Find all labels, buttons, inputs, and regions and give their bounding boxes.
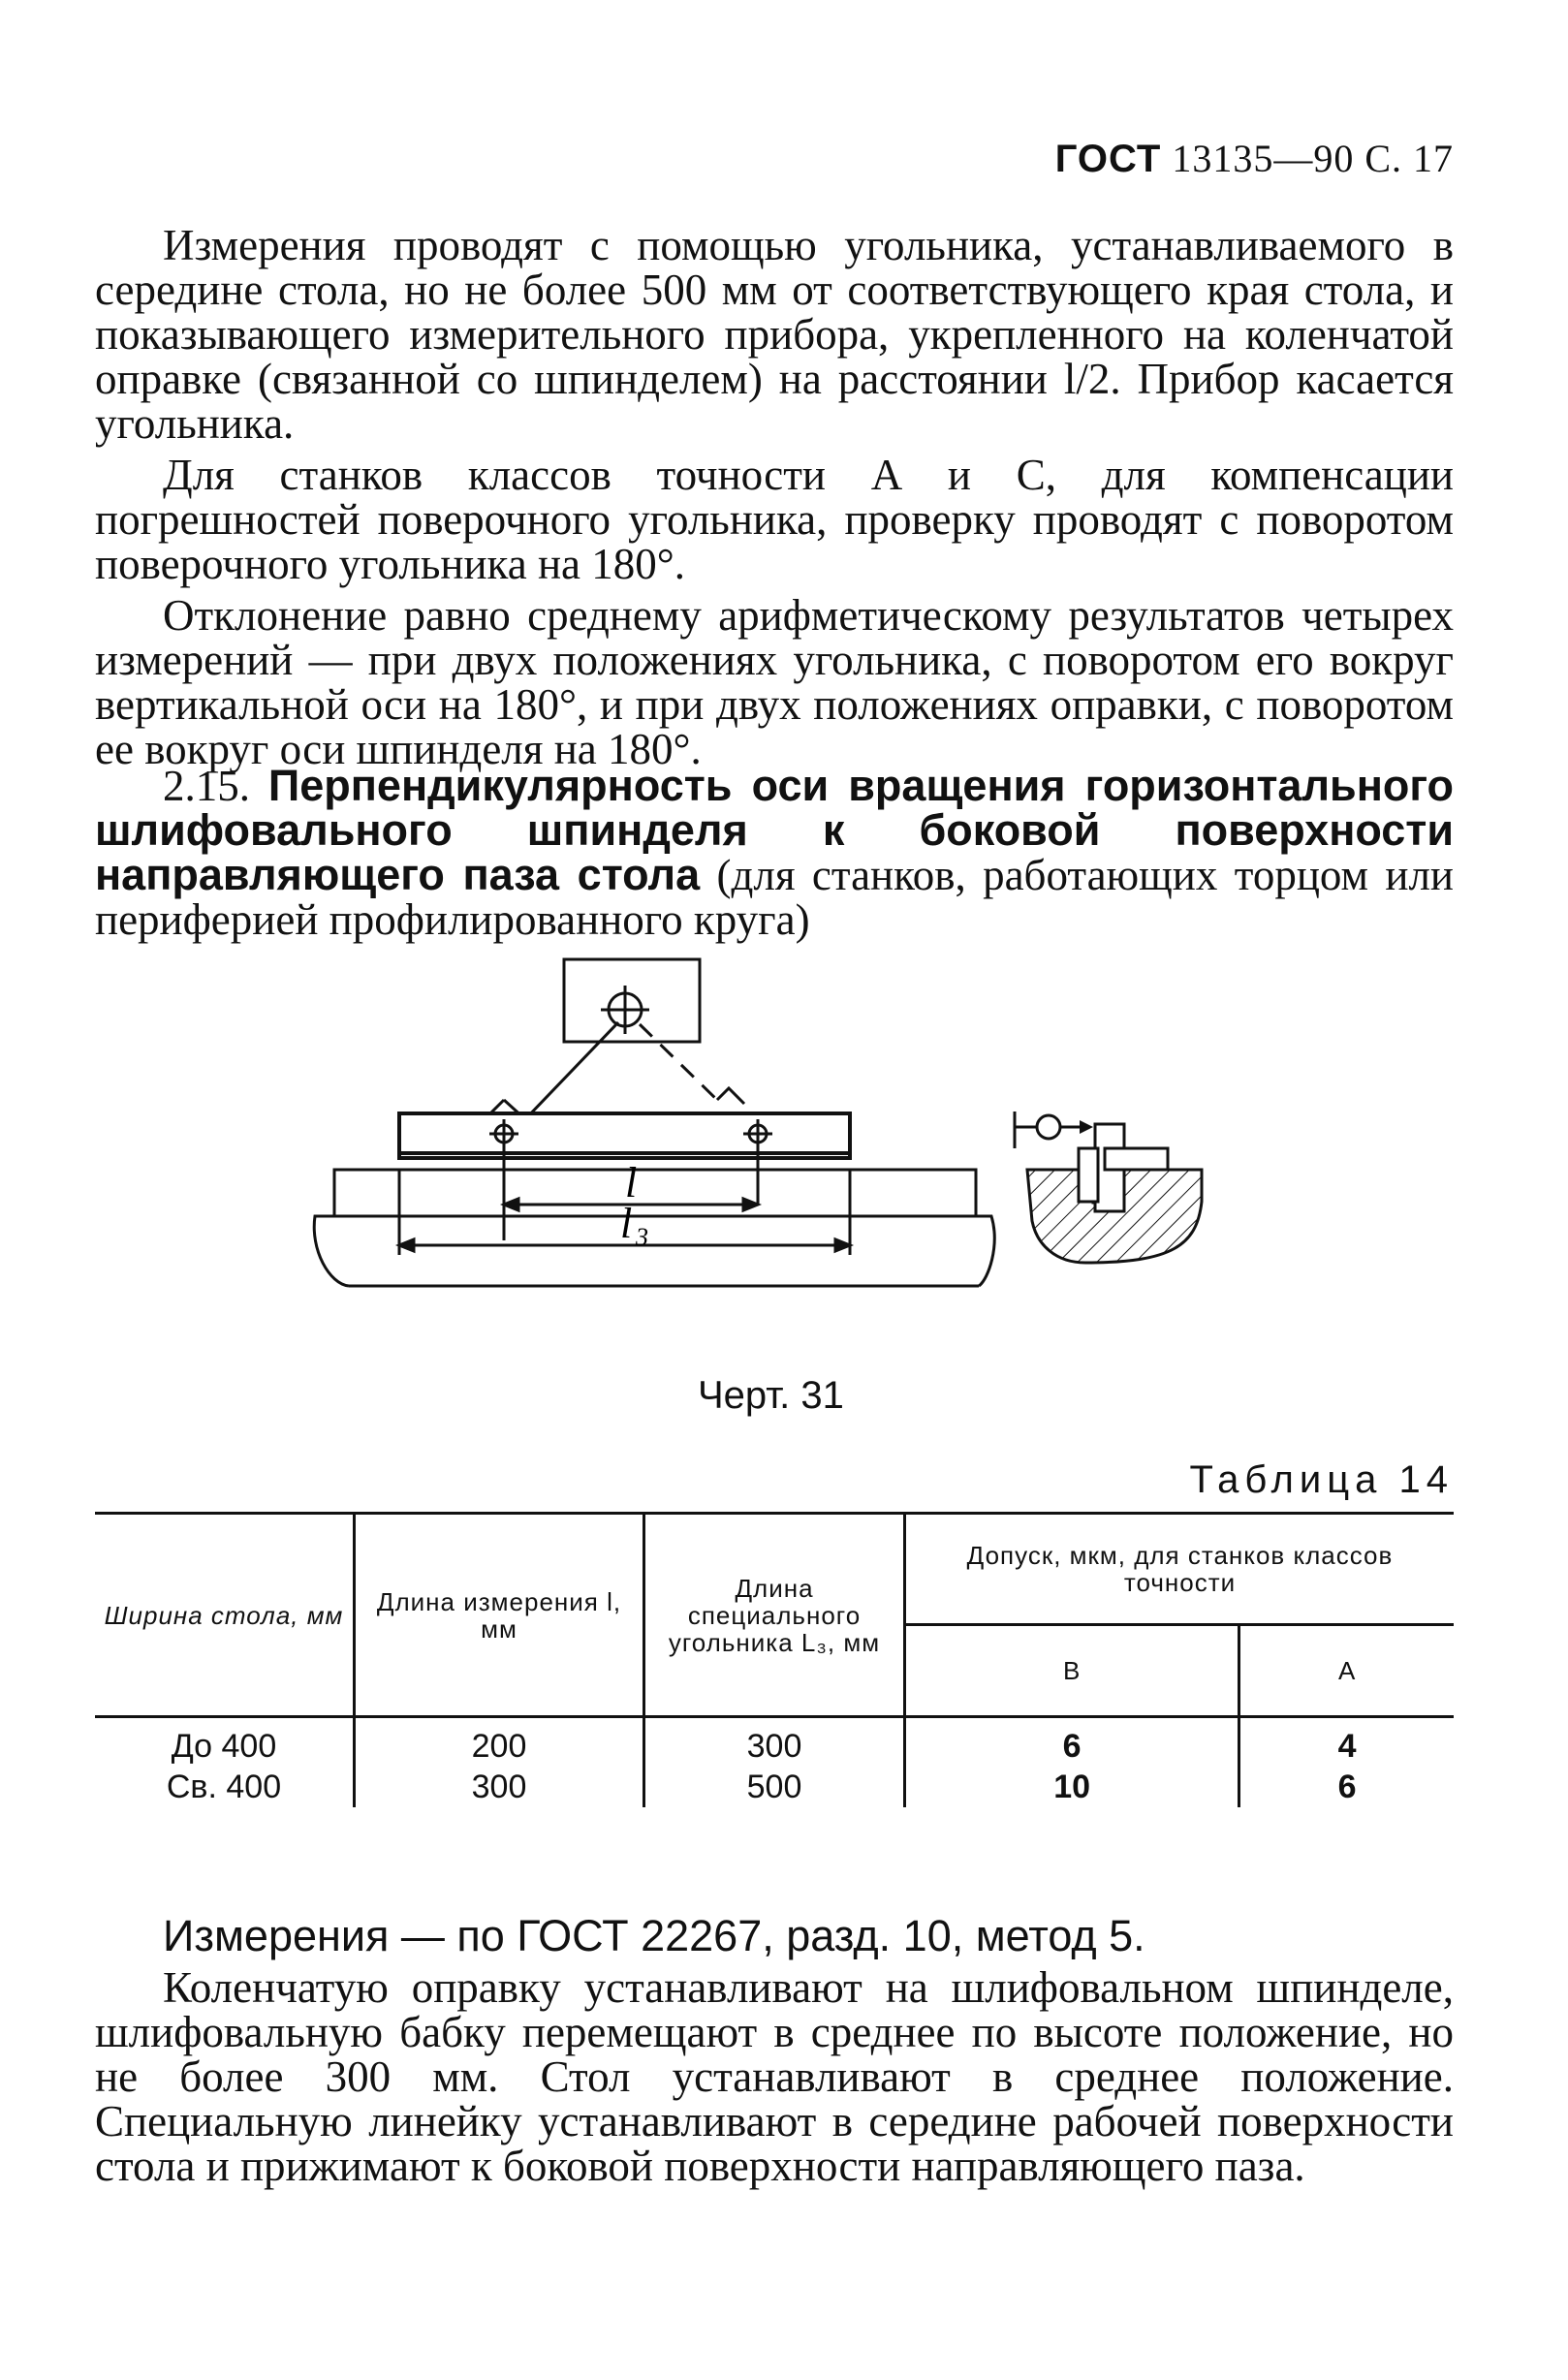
cell-value: 200 — [471, 1728, 527, 1765]
slot-section-view — [1015, 1112, 1202, 1263]
header-length: Длина измерения l, мм — [355, 1514, 644, 1717]
cell-special — [644, 1717, 905, 1808]
header-special: Длина специального угольника L₃, мм — [644, 1514, 905, 1717]
table-title: Таблица 14 — [1189, 1458, 1454, 1501]
header-number: 13135—90 С. 17 — [1172, 137, 1454, 180]
drawing-31 — [310, 955, 1473, 1303]
dim-label-l: l — [625, 1159, 638, 1206]
cell-value: 300 — [471, 1769, 527, 1805]
cell-length — [355, 1717, 644, 1808]
cell-value: 10 — [1053, 1769, 1091, 1805]
cell-value: 300 — [746, 1728, 802, 1765]
paragraph: Отклонение равно среднему арифметическому результатов четырех измерений — при двух положениях угольника, с поворотом его вокруг вертикальной оси на 180°, и при двух положениях оправки, с поворотом ее вокруг оси шпинделя на 180°. — [95, 591, 1454, 773]
cell-value: До 400 — [171, 1728, 277, 1765]
body-text-top — [95, 223, 1454, 778]
section-number: 2.15. — [163, 762, 250, 810]
cell-value: Св. 400 — [166, 1769, 282, 1805]
cell-value: 4 — [1337, 1728, 1357, 1765]
cell-class-a — [1239, 1717, 1454, 1808]
body-text-bottom — [95, 1911, 1454, 2195]
cell-value: 6 — [1337, 1769, 1357, 1805]
spindle-head — [483, 959, 700, 1121]
header-class-b: В — [905, 1625, 1239, 1717]
cell-class-b — [905, 1717, 1239, 1808]
cell-value: 6 — [1062, 1728, 1082, 1765]
header-tolerance: Допуск, мкм, для станков классов точности — [905, 1514, 1455, 1625]
header-gost: ГОСТ — [1054, 138, 1162, 180]
section-note: (для станков, работающих торцом или периферией профилированного круга) — [95, 851, 1455, 944]
paragraph: Для станков классов точности А и С, для компенсации погрешностей поверочного угольника, проверку проводят с поворотом поверочного угольника на 180°. — [95, 451, 1454, 588]
header-class-a: А — [1239, 1625, 1454, 1717]
dim-label-l3: l — [620, 1200, 633, 1247]
section-title: Перпендикулярность оси вращения горизонтального шлифовального шпинделя к боковой поверхности направляющего паза стола — [95, 761, 1454, 899]
dim-label-l3-sub: 3 — [636, 1223, 648, 1251]
straight-edge — [399, 1113, 850, 1158]
paragraph: Коленчатую оправку устанавливают на шлифовальном шпинделе, шлифовальную бабку перемещают в среднее по высоте положение, но не более 300 мм. Стол устанавливают в среднее положение. Специальную линейку устанавливают в середине рабочей поверхности стола и прижимают к боковой поверхности направляющего паза. — [95, 1963, 1454, 2190]
section-2-15 — [95, 761, 1455, 949]
cell-width — [95, 1717, 355, 1808]
table-row — [95, 1717, 1454, 1808]
paragraph: Измерения проводят с помощью угольника, устанавливаемого в середине стола, но не более 500 мм от соответствующего края стола, и показывающего измерительного прибора, укрепленного на коленчатой оправке (связанной со шпинделем) на расстоянии l/2. Прибор касается угольника. — [95, 221, 1454, 448]
header-width: Ширина стола, мм — [95, 1514, 355, 1717]
figure-caption: Черт. 31 — [698, 1374, 844, 1417]
page-header — [1055, 136, 1454, 181]
cell-value: 500 — [746, 1769, 802, 1805]
table-body — [314, 1170, 994, 1286]
paragraph: Измерения — по ГОСТ 22267, разд. 10, метод 5. — [163, 1911, 1145, 1960]
table-14 — [95, 1512, 1454, 1807]
section-heading — [95, 761, 1455, 944]
